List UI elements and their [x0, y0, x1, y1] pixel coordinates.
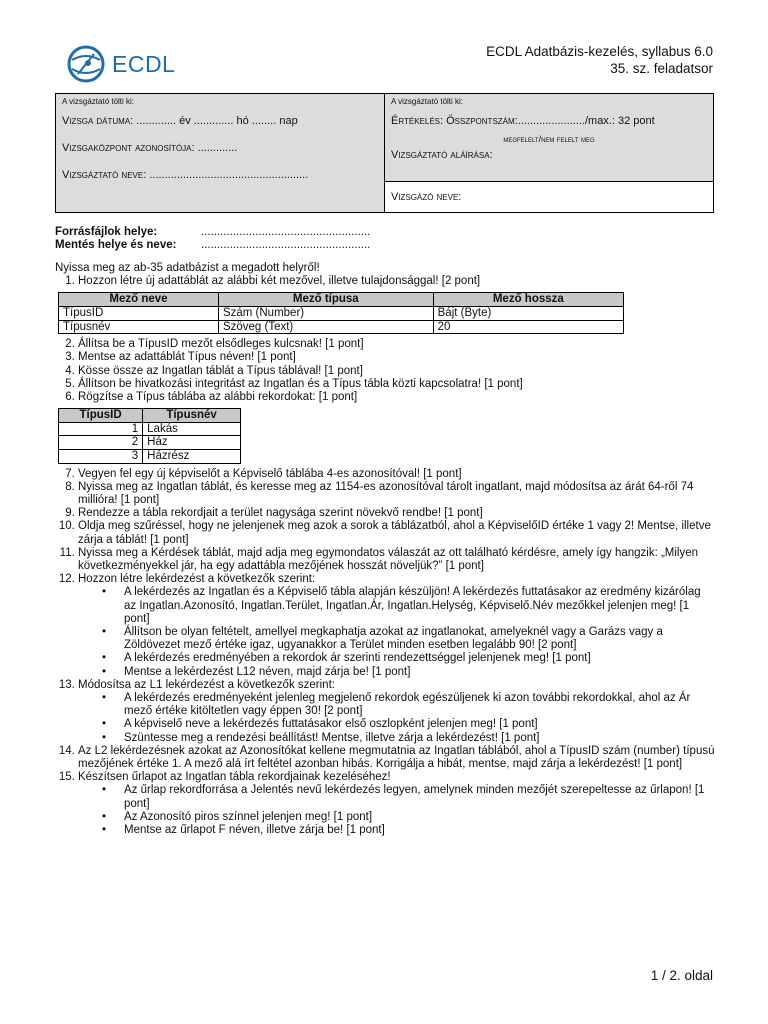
table-header: Típusnév: [143, 409, 241, 423]
task-13-bullets: [78, 692, 715, 745]
table-row: [59, 307, 624, 321]
header-subtitle: 35. sz. feladatsor: [610, 61, 713, 76]
ecdl-logo: [66, 44, 175, 84]
table-header-row: [59, 293, 624, 307]
examiner-fill-label: A vizsgáztató tölti ki:: [62, 97, 135, 106]
table-header: Mező típusa: [218, 293, 433, 307]
table-header: Mező neve: [59, 293, 219, 307]
task-item-5: 5. Állítson be hivatkozási integritást az Ingatlan és a Típus tábla közti kapcsolatra! [1 pont]: [78, 378, 715, 391]
task-item-4: 4. Kösse össze az Ingatlan táblát a Típus táblával! [1 pont]: [78, 365, 715, 378]
table-cell: Szöveg (Text): [218, 320, 433, 334]
table-cell: Házrész: [143, 449, 241, 463]
task-13-text: Módosítsa az L1 lekérdezést a következők szerint:: [78, 678, 335, 691]
table-cell: Lakás: [143, 422, 241, 436]
exam-center-field: Vizsgaközpont azonosítója: .............: [62, 142, 238, 154]
task-item-11: 11. Nyissa meg a Kérdések táblát, majd adja meg egymondatos válaszát az ott található kérdésre, amely így hangzik: „Milyen következményekkel jár, ha egy adattábla mezőjének hosszát növeljük?” [1 pont]: [78, 547, 715, 573]
task-list: [55, 262, 715, 837]
examiner-section: [56, 94, 385, 212]
table-cell: 3: [59, 449, 143, 463]
table-row: [59, 436, 241, 450]
records-table: [58, 408, 241, 463]
table-cell: Típusnév: [59, 320, 219, 334]
list-item: • Mentse az űrlapot F néven, illetve zárja be! [1 pont]: [102, 824, 715, 837]
exam-info-box: [55, 93, 714, 213]
task-item-2: 2. Állítsa be a TípusID mezőt elsődleges kulcsnak! [1 pont]: [78, 338, 715, 351]
table-cell: Szám (Number): [218, 307, 433, 321]
task-item-3: 3. Mentse az adattáblát Típus néven! [1 pont]: [78, 351, 715, 364]
task-item-10: 10. Oldja meg szűréssel, hogy ne jelenjenek meg azok a sorok a táblázatból, ahol a KépviselőID értéke 1 vagy 2! Mentse, illetve zárja a táblát! [1 pont]: [78, 520, 715, 546]
source-label: Forrásfájlok helye:: [55, 226, 158, 238]
task-item-12: [78, 573, 715, 679]
intro-text: Nyissa meg az ab-35 adatbázist a megadott helyről!: [55, 262, 320, 274]
save-label: Mentés helye és neve:: [55, 239, 177, 251]
list-item: • Az űrlap rekordforrása a Jelentés nevű lekérdezés legyen, amelynek minden mezőjét szerepeltesse az űrlapon! [1 pont]: [102, 784, 715, 810]
pass-fail-label: megfelelt/nem felelt meg: [503, 134, 595, 144]
task-item-6: 6. Rögzítse a Típus táblába az alábbi rekordokat: [1 pont]: [78, 391, 715, 404]
table-header-row: [59, 409, 241, 423]
task-item-8: 8. Nyissa meg az Ingatlan táblát, és keresse meg az 1154-es azonosítóval tárolt ingatlant, majd módosítsa az árát 64-ről 74 millióra! [1 pont]: [78, 481, 715, 507]
table-cell: TípusID: [59, 307, 219, 321]
task-list-3: [55, 468, 715, 838]
table-header: Mező hossza: [433, 293, 623, 307]
table-cell: 1: [59, 422, 143, 436]
task-item-7: 7. Vegyen fel egy új képviselőt a Képviselő táblába 4-es azonosítóval! [1 pont]: [78, 468, 715, 481]
evaluation-section: [385, 94, 713, 212]
page-number: 1 / 2. oldal: [650, 968, 713, 983]
table-row: [59, 422, 241, 436]
table-row: [59, 320, 624, 334]
list-item: • A képviselő neve a lekérdezés futtatásakor első oszlopként jelenjen meg! [1 pont]: [102, 718, 715, 731]
exam-date-field: Vizsga dátuma: ............. év ............. hó ........ nap: [62, 115, 298, 127]
save-value: .....................................................: [201, 239, 371, 251]
task-list-2: [55, 338, 715, 404]
table-cell: 2: [59, 436, 143, 450]
task-15-bullets: [78, 784, 715, 837]
task-list-1: [55, 275, 715, 288]
list-item: • A lekérdezés eredményeként jelenleg megjelenő rekordok egészüljenek ki azon további rekordokkal, ahol az Ár mező értéke kitöltetlen vagy éppen 30! [2 pont]: [102, 692, 715, 718]
task-item-1: 1. Hozzon létre új adattáblát az alábbi két mezővel, illetve tulajdonsággal! [2 pont]: [78, 275, 715, 288]
table-cell: Ház: [143, 436, 241, 450]
table-cell: 20: [433, 320, 623, 334]
task-12-bullets: [78, 586, 715, 678]
table-header: TípusID: [59, 409, 143, 423]
fields-table: [58, 292, 624, 334]
task-item-15: [78, 771, 715, 837]
source-info: [55, 226, 370, 252]
examiner-name-field: Vizsgáztató neve: ....................................................: [62, 169, 309, 181]
header-title: ECDL Adatbázis-kezelés, syllabus 6.0: [486, 44, 713, 59]
document-header: [486, 43, 713, 77]
task-item-9: 9. Rendezze a tábla rekordjait a terület nagysága szerint növekvő rendbe! [1 pont]: [78, 507, 715, 520]
list-item: • Az Azonosító piros színnel jelenjen meg! [1 pont]: [102, 811, 715, 824]
table-cell: Bájt (Byte): [433, 307, 623, 321]
list-item: • Mentse a lekérdezést L12 néven, majd zárja be! [1 pont]: [102, 666, 715, 679]
list-item: • A lekérdezés az Ingatlan és a Képviselő tábla alapján készüljön! A lekérdezés futtatásakor az eredmény kizárólag az Ingatlan.Azonosító, Ingatlan.Terület, Ingatlan.Ár, Ingatlan.Helység, Képviselő.Név mezőkkel jelenjen meg! [1 pont]: [102, 586, 715, 626]
list-item: • A lekérdezés eredményében a rekordok ár szerinti rendezettséggel jelenjenek meg! [1 pont]: [102, 652, 715, 665]
source-value: .....................................................: [201, 226, 371, 238]
evaluation-fill-label: A vizsgáztató tölti ki:: [391, 97, 464, 106]
list-item: • Állítson be olyan feltételt, amellyel megkaphatja azokat az ingatlanokat, amelyeknél vagy a Garázs vagy a Zöldövezet mező értéke igaz, ugyanakkor a Terület minden esetben legalább 90! [2 pont]: [102, 626, 715, 652]
task-item-13: [78, 679, 715, 745]
task-15-text: Készítsen űrlapot az Ingatlan tábla rekordjainak kezeléséhez!: [78, 771, 391, 784]
examiner-signature-label: Vizsgáztató aláírása:: [391, 149, 493, 161]
logo-text: ECDL: [112, 50, 176, 77]
candidate-name-label: Vizsgázó neve:: [391, 191, 462, 203]
list-item: • Szüntesse meg a rendezési beállítást! Mentse, illetve zárja a lekérdezést! [1 pont]: [102, 732, 715, 745]
task-12-text: Hozzon létre lekérdezést a következők szerint:: [78, 573, 316, 586]
task-item-14: 14. Az L2 lekérdezésnek azokat az Azonosítókat kellene megmutatnia az Ingatlan táblából, ahol a TípusID szám (number) típusú mezőjének értéke 1. A mező alá írt feltétel azonban hibás. Korrigálja a hibát, mentse, majd zárja a lekérdezést! [1 pont]: [78, 745, 715, 771]
score-field: Értékelés: Összpontszám:....................../max.: 32 pont: [391, 115, 655, 127]
table-row: [59, 449, 241, 463]
ecdl-globe-icon: [66, 44, 106, 84]
